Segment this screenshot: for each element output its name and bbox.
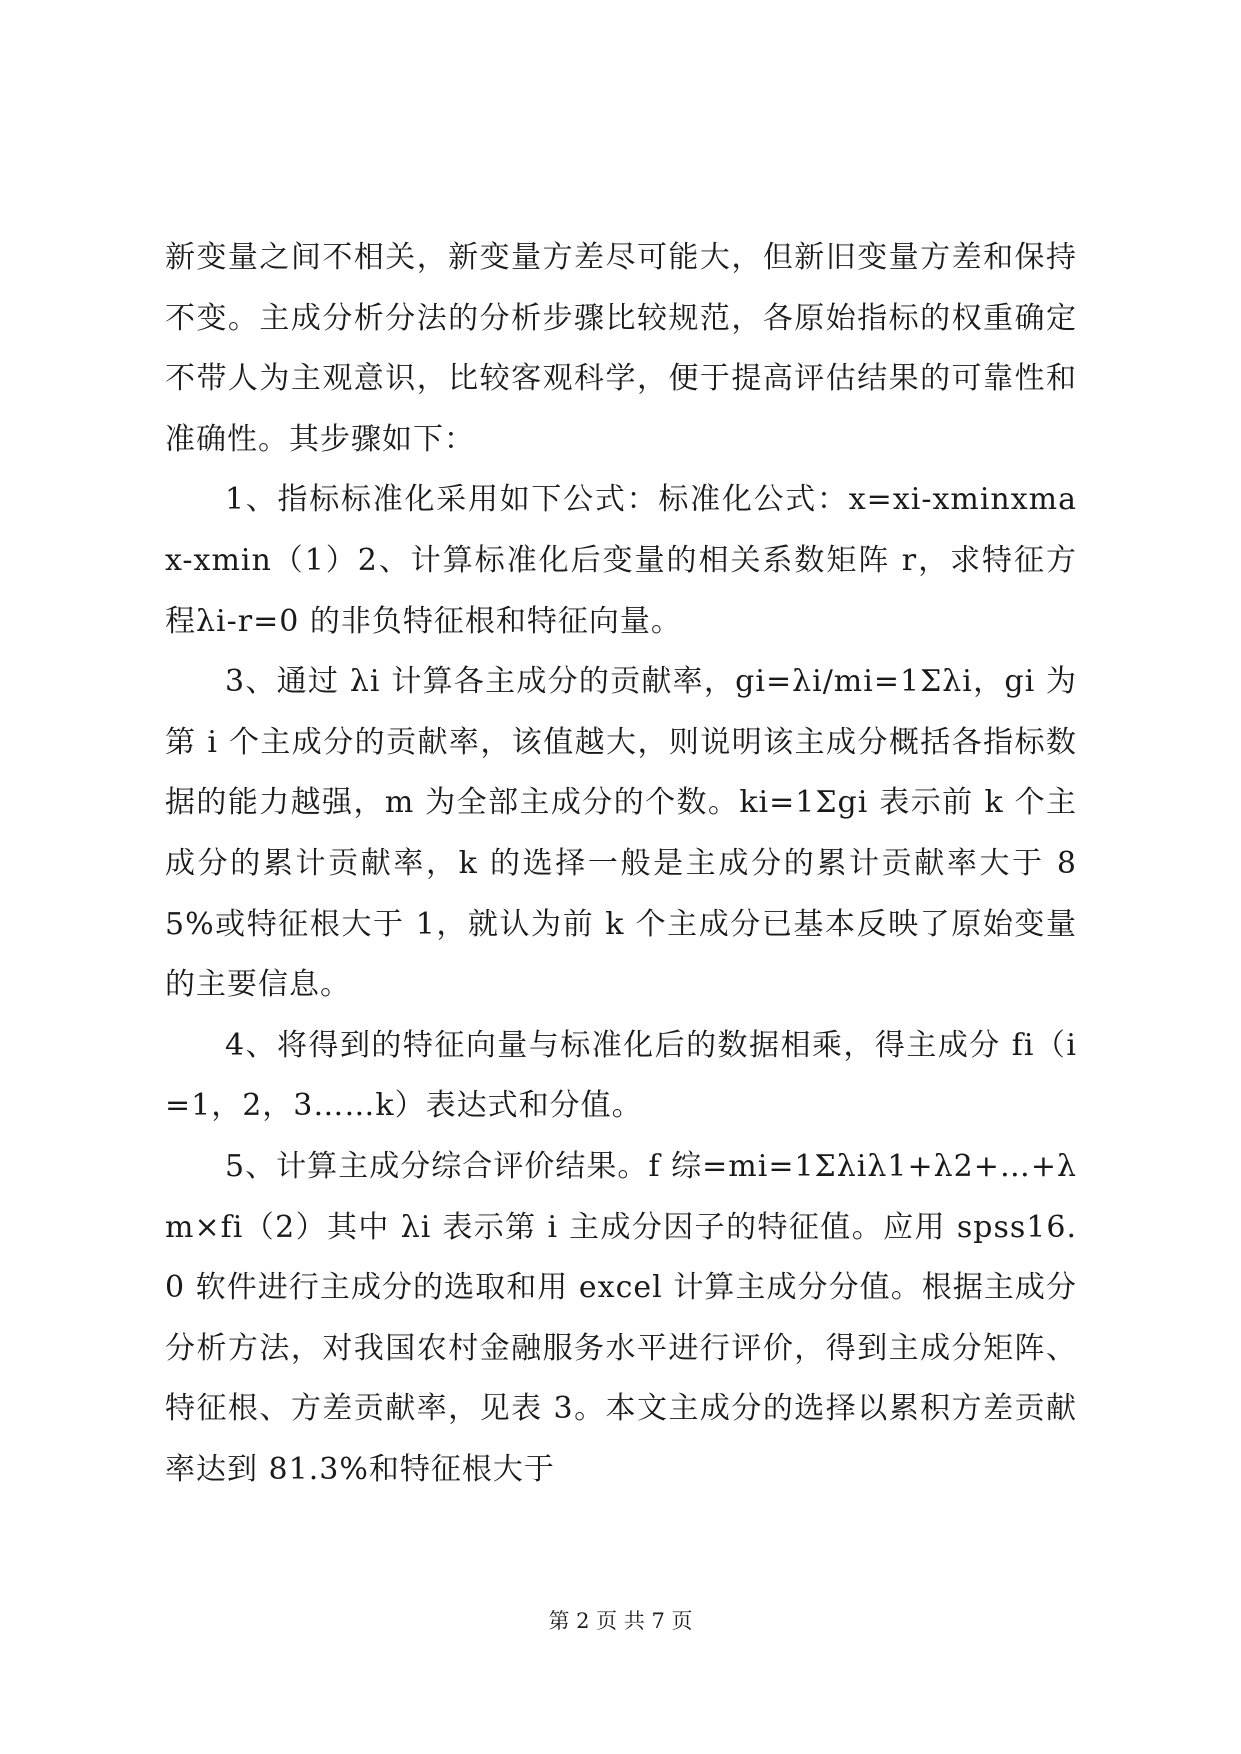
paragraph-3: 3、通过 λi 计算各主成分的贡献率，gi=λi/mi=1Σλi，gi 为第 i 个主成分的贡献率，该值越大，则说明该主成分概括各指标数据的能力越强，m 为全部主成分的个数。ki=1Σgi 表示前 k 个主成分的累计贡献率，k 的选择一般是主成分的累计贡献率大于 85%或特征根大于 1，就认为前 k 个主成分已基本反映了原始变量的主要信息。: [165, 664, 1077, 1003]
body-text: [165, 228, 1077, 1500]
page-footer: 第 2 页 共 7 页: [548, 1609, 693, 1633]
paragraph-4: 4、将得到的特征向量与标准化后的数据相乘，得主成分 fi（i=1，2，3……k）表达式和分值。: [165, 1027, 1077, 1124]
paragraph-5: 5、计算主成分综合评价结果。f 综=mi=1Σλiλ1+λ2+…+λm×fi（2）其中 λi 表示第 i 主成分因子的特征值。应用 spss16.0 软件进行主成分的选取和用 excel 计算主成分分值。根据主成分分析方法，对我国农村金融服务水平进行评价，得到主成分矩阵、特征根、方差贡献率，见表 3。本文主成分的选择以累积方差贡献率达到 81.3%和特征根大于: [165, 1148, 1077, 1487]
paragraph-2: 1、指标标准化采用如下公式：标准化公式：x=xi-xminxmax-xmin（1）2、计算标准化后变量的相关系数矩阵 r，求特征方程λi-r=0 的非负特征根和特征向量。: [165, 482, 1077, 639]
paragraph-1: 新变量之间不相关，新变量方差尽可能大，但新旧变量方差和保持不变。主成分析分法的分析步骤比较规范，各原始指标的权重确定不带人为主观意识，比较客观科学，便于提高评估结果的可靠性和准确性。其步骤如下：: [165, 240, 1077, 457]
